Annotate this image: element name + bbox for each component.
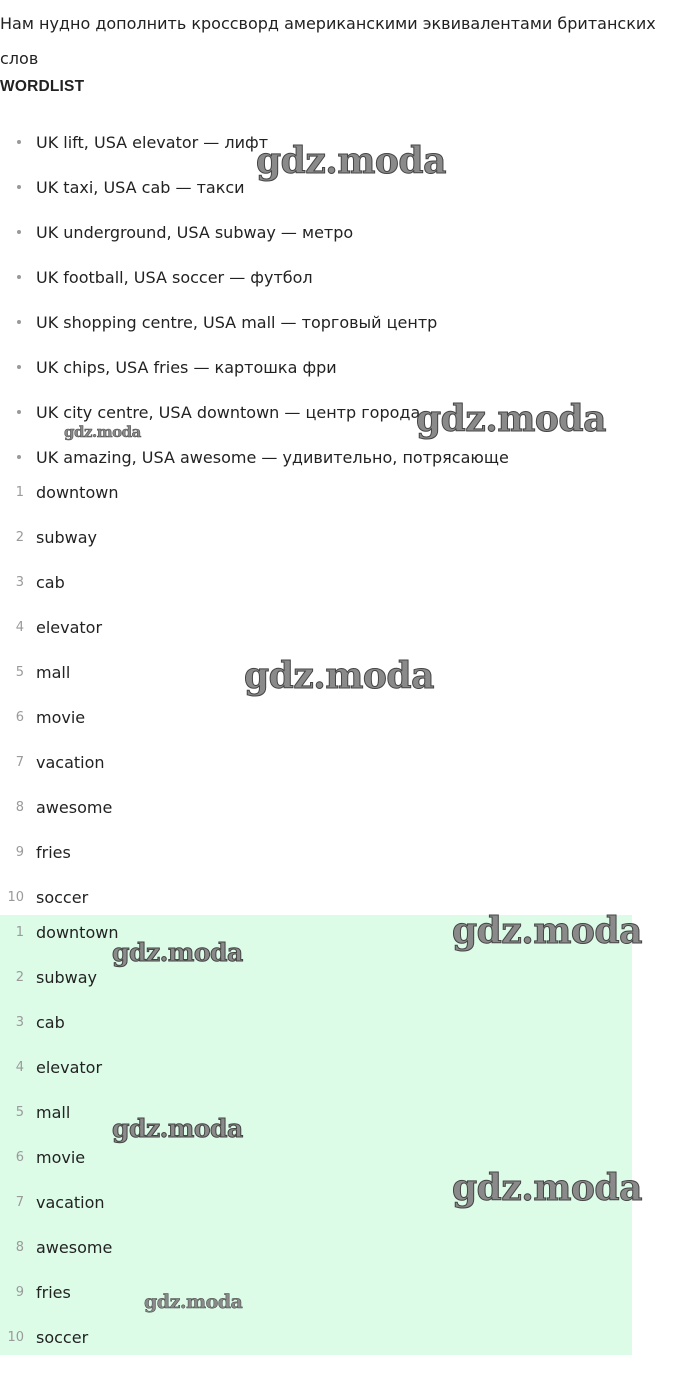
list-item: [0, 1315, 632, 1360]
list-item: [0, 1090, 632, 1135]
item-word: vacation: [36, 753, 105, 772]
item-number: 2: [15, 530, 24, 545]
item-word: elevator: [36, 618, 103, 637]
bullet-dot-icon: [17, 365, 21, 369]
watermark-logo: gdz.moda: [112, 1114, 243, 1143]
item-word: downtown: [36, 483, 119, 502]
bullet-item: [0, 300, 509, 345]
list-item: [0, 955, 632, 1000]
bullet-item: [0, 165, 509, 210]
bullet-item: [0, 120, 509, 165]
bullet-text: UK shopping centre, USA mall — торговый центр: [36, 313, 438, 332]
watermark-logo: gdz.moda: [256, 140, 446, 182]
list-item: [0, 650, 632, 695]
item-number: 8: [15, 800, 24, 815]
bullet-dot-icon: [17, 320, 21, 324]
item-number: 5: [15, 1105, 24, 1120]
list-item: [0, 1135, 632, 1180]
bullet-item: [0, 390, 509, 435]
item-word: movie: [36, 708, 86, 727]
list-item: [0, 560, 632, 605]
bullet-item: [0, 345, 509, 390]
list-item: [0, 830, 632, 875]
intro-text: Нам нудно дополнить кроссворд американскими эквивалентами британских слов: [0, 14, 656, 68]
bullet-item: [0, 255, 509, 300]
item-number: 4: [15, 1060, 24, 1075]
item-number: 7: [15, 1195, 24, 1210]
bullet-text: UK taxi, USA cab — такси: [36, 178, 245, 197]
bullet-dot-icon: [17, 275, 21, 279]
item-word: fries: [36, 843, 71, 862]
item-word: elevator: [36, 1058, 103, 1077]
bullet-dot-icon: [17, 230, 21, 234]
bullet-dot-icon: [17, 140, 21, 144]
list-item: [0, 910, 632, 955]
list-item: [0, 740, 632, 785]
list-item: [0, 605, 632, 650]
item-number: 1: [15, 925, 24, 940]
item-word: soccer: [36, 1328, 89, 1347]
answer-list: [0, 470, 632, 920]
bullet-item: [0, 210, 509, 255]
list-item: [0, 470, 632, 515]
item-word: awesome: [36, 798, 113, 817]
bullet-text: UK chips, USA fries — картошка фри: [36, 358, 337, 377]
item-number: 10: [7, 1330, 24, 1345]
item-word: subway: [36, 968, 97, 987]
item-number: 6: [15, 1150, 24, 1165]
list-item: [0, 1000, 632, 1045]
item-word: cab: [36, 573, 65, 592]
bullet-dot-icon: [17, 410, 21, 414]
item-number: 2: [15, 970, 24, 985]
bullet-text: UK underground, USA subway — метро: [36, 223, 354, 242]
item-number: 3: [15, 1015, 24, 1030]
bullet-dot-icon: [17, 185, 21, 189]
watermark-logo: gdz.moda: [452, 910, 642, 952]
item-word: cab: [36, 1013, 65, 1032]
item-word: soccer: [36, 888, 89, 907]
item-number: 1: [15, 485, 24, 500]
item-word: awesome: [36, 1238, 113, 1257]
item-number: 10: [7, 890, 24, 905]
watermark-logo: gdz.moda: [416, 398, 606, 440]
watermark-logo: gdz.moda: [244, 655, 434, 697]
item-number: 3: [15, 575, 24, 590]
item-number: 6: [15, 710, 24, 725]
item-number: 4: [15, 620, 24, 635]
item-number: 9: [15, 845, 24, 860]
list-item: [0, 695, 632, 740]
highlighted-answer-list: [0, 915, 632, 1355]
item-number: 8: [15, 1240, 24, 1255]
watermark-logo: gdz.moda: [144, 1291, 243, 1313]
watermark-logo: gdz.moda: [452, 1167, 642, 1209]
list-item: [0, 515, 632, 560]
wordlist-heading: WORDLIST: [0, 78, 85, 95]
item-word: subway: [36, 528, 97, 547]
item-number: 5: [15, 665, 24, 680]
item-number: 7: [15, 755, 24, 770]
item-word: mall: [36, 1103, 71, 1122]
item-number: 9: [15, 1285, 24, 1300]
wordlist-bullets: [0, 120, 509, 480]
list-item: [0, 1045, 632, 1090]
list-item: [0, 1270, 632, 1315]
item-word: vacation: [36, 1193, 105, 1212]
bullet-dot-icon: [17, 455, 21, 459]
item-word: downtown: [36, 923, 119, 942]
list-item: [0, 1180, 632, 1225]
watermark-logo: gdz.moda: [112, 938, 243, 967]
item-word: mall: [36, 663, 71, 682]
list-item: [0, 785, 632, 830]
item-word: movie: [36, 1148, 86, 1167]
bullet-text: UK city centre, USA downtown — центр города: [36, 403, 421, 422]
bullet-text: UK amazing, USA awesome — удивительно, потрясающе: [36, 448, 509, 467]
list-item: [0, 1225, 632, 1270]
item-word: fries: [36, 1283, 71, 1302]
bullet-text: UK football, USA soccer — футбол: [36, 268, 313, 287]
watermark-logo: gdz.moda: [64, 423, 141, 441]
bullet-text: UK lift, USA elevator — лифт: [36, 133, 269, 152]
